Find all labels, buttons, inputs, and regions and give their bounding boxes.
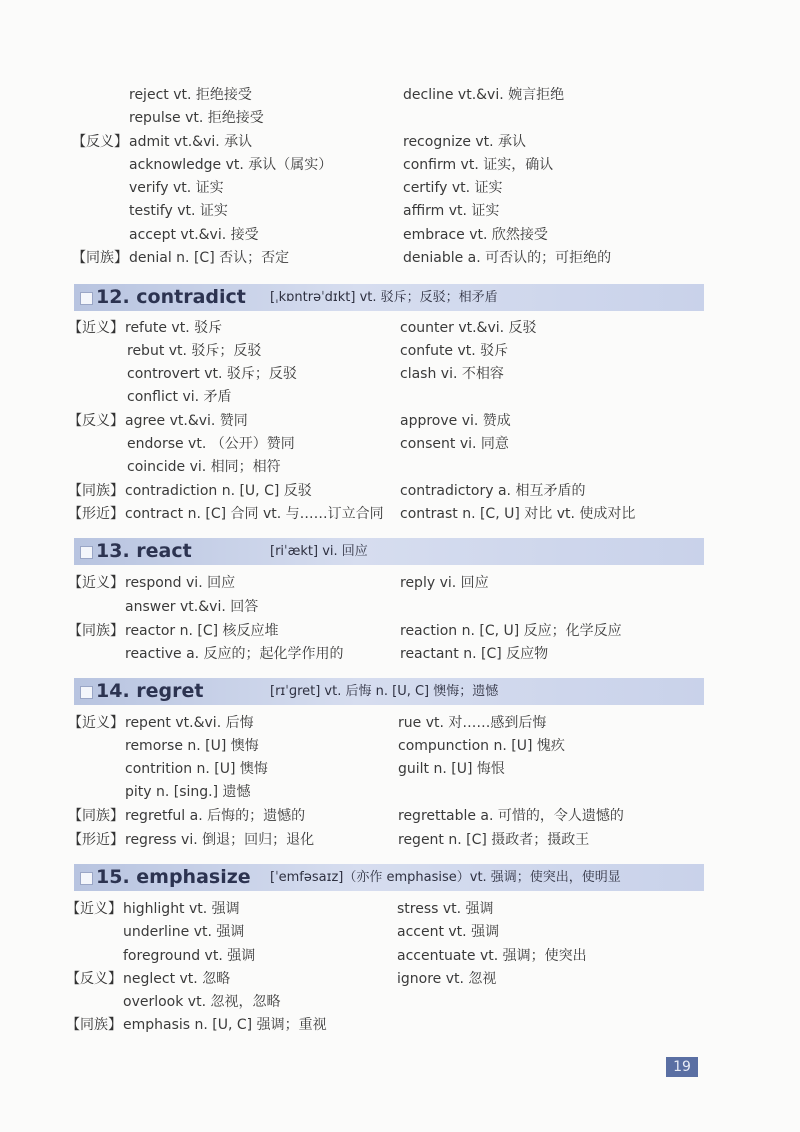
left-entry: endorse vt. （公开）赞同 (127, 436, 295, 452)
page-number: 19 (666, 1057, 698, 1077)
row-tag: 【近义】 (68, 320, 124, 336)
section-header-12 (74, 284, 704, 311)
left-entry: acknowledge vt. 承认（属实） (129, 157, 333, 173)
row-tag: 【形近】 (68, 832, 124, 848)
left-entry: conflict vi. 矛盾 (127, 389, 232, 405)
checkbox-square-icon (80, 686, 93, 699)
right-entry: clash vi. 不相容 (400, 366, 504, 382)
row-tag: 【反义】 (68, 413, 124, 429)
left-entry: highlight vt. 强调 (123, 901, 240, 917)
left-entry: foreground vt. 强调 (123, 948, 256, 964)
headword-definition: [rɪˈɡret] vt. 后悔 n. [U, C] 懊悔；遗憾 (270, 684, 499, 699)
headword-definition: [riˈækt] vi. 回应 (270, 544, 368, 559)
section-header-13 (74, 538, 704, 565)
right-entry: reply vi. 回应 (400, 575, 489, 591)
right-entry: reactant n. [C] 反应物 (400, 646, 549, 662)
entry-row (0, 247, 800, 270)
checkbox-square-icon (80, 872, 93, 885)
headword: 15. emphasize (96, 866, 251, 888)
right-entry: consent vi. 同意 (400, 436, 509, 452)
left-entry: refute vt. 驳斥 (125, 320, 223, 336)
entry-row (0, 1014, 800, 1037)
right-entry: embrace vt. 欣然接受 (403, 227, 548, 243)
entry-row (0, 968, 800, 991)
headword: 12. contradict (96, 286, 246, 308)
entry-row (0, 84, 800, 107)
left-entry: testify vt. 证实 (129, 203, 228, 219)
entry-row (0, 433, 800, 456)
headword: 14. regret (96, 680, 204, 702)
left-entry: reactive a. 反应的；起化学作用的 (125, 646, 344, 662)
left-entry: regretful a. 后悔的；遗憾的 (125, 808, 306, 824)
right-entry: affirm vt. 证实 (403, 203, 500, 219)
section-header-15 (74, 864, 704, 891)
entry-row (0, 991, 800, 1014)
entry-row (0, 572, 800, 595)
left-entry: verify vt. 证实 (129, 180, 224, 196)
headword-definition: [ˌkɒntrəˈdɪkt] vt. 驳斥；反驳；相矛盾 (270, 290, 498, 305)
row-tag: 【同族】 (68, 623, 124, 639)
right-entry: accentuate vt. 强调；使突出 (397, 948, 587, 964)
right-entry: rue vt. 对……感到后悔 (398, 715, 547, 731)
left-entry: accept vt.&vi. 接受 (129, 227, 259, 243)
left-entry: contract n. [C] 合同 vt. 与……订立合同 (125, 506, 384, 522)
entry-row (0, 456, 800, 479)
entry-row (0, 386, 800, 409)
row-tag: 【形近】 (68, 506, 124, 522)
right-entry: ignore vt. 忽视 (397, 971, 497, 987)
row-tag: 【近义】 (68, 715, 124, 731)
entry-row (0, 945, 800, 968)
left-entry: reject vt. 拒绝接受 (129, 87, 252, 103)
row-tag: 【反义】 (72, 134, 128, 150)
left-entry: neglect vt. 忽略 (123, 971, 231, 987)
headword-definition: [ˈemfəsaɪz]（亦作 emphasise）vt. 强调；使突出，使明显 (270, 870, 621, 885)
entry-row (0, 758, 800, 781)
left-entry: regress vi. 倒退；回归；退化 (125, 832, 315, 848)
right-entry: deniable a. 可否认的；可拒绝的 (403, 250, 612, 266)
entry-row (0, 340, 800, 363)
section-header-14 (74, 678, 704, 705)
entry-row (0, 829, 800, 852)
left-entry: overlook vt. 忽视，忽略 (123, 994, 281, 1010)
entry-row (0, 317, 800, 340)
right-entry: contradictory a. 相互矛盾的 (400, 483, 586, 499)
left-entry: pity n. [sing.] 遗憾 (125, 784, 251, 800)
entry-row (0, 898, 800, 921)
left-entry: emphasis n. [U, C] 强调；重视 (123, 1017, 327, 1033)
entry-row (0, 805, 800, 828)
left-entry: agree vt.&vi. 赞同 (125, 413, 248, 429)
checkbox-square-icon (80, 546, 93, 559)
row-tag: 【同族】 (68, 808, 124, 824)
entry-row (0, 735, 800, 758)
entry-row (0, 503, 800, 526)
entry-row (0, 410, 800, 433)
right-entry: confirm vt. 证实，确认 (403, 157, 554, 173)
entry-row (0, 200, 800, 223)
entry-row (0, 620, 800, 643)
left-entry: contradiction n. [U, C] 反驳 (125, 483, 312, 499)
left-entry: contrition n. [U] 懊悔 (125, 761, 268, 777)
entry-row (0, 712, 800, 735)
right-entry: decline vt.&vi. 婉言拒绝 (403, 87, 565, 103)
right-entry: approve vi. 赞成 (400, 413, 511, 429)
left-entry: remorse n. [U] 懊悔 (125, 738, 259, 754)
entry-row (0, 177, 800, 200)
left-entry: coincide vi. 相同；相符 (127, 459, 281, 475)
entry-row (0, 107, 800, 130)
left-entry: denial n. [C] 否认；否定 (129, 250, 290, 266)
right-entry: stress vt. 强调 (397, 901, 494, 917)
entry-row (0, 154, 800, 177)
row-tag: 【同族】 (72, 250, 128, 266)
left-entry: controvert vt. 驳斥；反驳 (127, 366, 297, 382)
right-entry: guilt n. [U] 悔恨 (398, 761, 505, 777)
right-entry: accent vt. 强调 (397, 924, 500, 940)
left-entry: answer vt.&vi. 回答 (125, 599, 259, 615)
checkbox-square-icon (80, 292, 93, 305)
entry-row (0, 921, 800, 944)
entry-row (0, 131, 800, 154)
row-tag: 【反义】 (66, 971, 122, 987)
right-entry: counter vt.&vi. 反驳 (400, 320, 537, 336)
right-entry: compunction n. [U] 愧疚 (398, 738, 565, 754)
left-entry: admit vt.&vi. 承认 (129, 134, 253, 150)
row-tag: 【近义】 (68, 575, 124, 591)
right-entry: regent n. [C] 摄政者；摄政王 (398, 832, 590, 848)
left-entry: repulse vt. 拒绝接受 (129, 110, 264, 126)
right-entry: regrettable a. 可惜的，令人遗憾的 (398, 808, 624, 824)
entry-row (0, 480, 800, 503)
entry-row (0, 781, 800, 804)
right-entry: recognize vt. 承认 (403, 134, 527, 150)
entry-row (0, 643, 800, 666)
row-tag: 【同族】 (66, 1017, 122, 1033)
row-tag: 【同族】 (68, 483, 124, 499)
right-entry: certify vt. 证实 (403, 180, 503, 196)
headword: 13. react (96, 540, 192, 562)
entry-row (0, 596, 800, 619)
left-entry: rebut vt. 驳斥；反驳 (127, 343, 262, 359)
right-entry: contrast n. [C, U] 对比 vt. 使成对比 (400, 506, 636, 522)
left-entry: respond vi. 回应 (125, 575, 236, 591)
right-entry: reaction n. [C, U] 反应；化学反应 (400, 623, 622, 639)
left-entry: underline vt. 强调 (123, 924, 245, 940)
right-entry: confute vt. 驳斥 (400, 343, 509, 359)
row-tag: 【近义】 (66, 901, 122, 917)
left-entry: repent vt.&vi. 后悔 (125, 715, 254, 731)
left-entry: reactor n. [C] 核反应堆 (125, 623, 279, 639)
entry-row (0, 363, 800, 386)
entry-row (0, 224, 800, 247)
